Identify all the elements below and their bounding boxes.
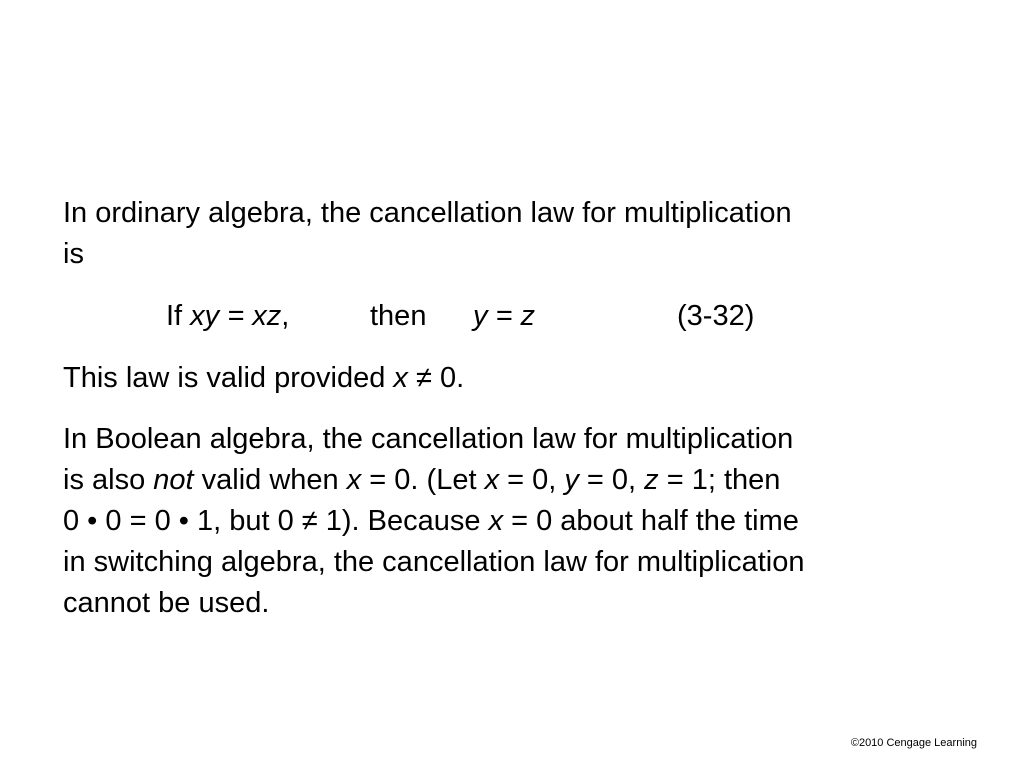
boolean-text-segment: is also xyxy=(63,464,154,496)
paragraph-validity-line xyxy=(63,358,963,399)
validity-condition: ≠ 0. xyxy=(407,362,465,394)
paragraph-boolean-line-1: In Boolean algebra, the cancellation law for multiplication xyxy=(63,423,794,455)
paragraph-intro-line-2: is xyxy=(63,238,84,270)
paragraph-boolean-line-3 xyxy=(63,501,963,542)
boolean-text-segment: = 1; then xyxy=(658,464,781,496)
equation-3-32 xyxy=(0,296,1024,337)
boolean-variable-x: x xyxy=(346,464,362,496)
equation-if-word: If xyxy=(166,300,191,332)
boolean-text-segment: = 0, xyxy=(499,464,565,496)
equation-lhs-expression: xy = xz xyxy=(190,300,282,332)
boolean-variable-x: x xyxy=(484,464,500,496)
boolean-variable-x: x xyxy=(488,505,504,537)
paragraph-intro-line-1: In ordinary algebra, the cancellation law for multiplication xyxy=(63,197,792,229)
paragraph-boolean xyxy=(63,419,963,624)
boolean-not-emphasis: not xyxy=(153,464,194,496)
equation-lhs xyxy=(166,296,289,337)
boolean-variable-y: y xyxy=(564,464,579,496)
equation-comma: , xyxy=(281,300,290,332)
boolean-text-segment: valid when xyxy=(193,464,347,496)
paragraph-validity xyxy=(63,358,963,399)
boolean-text-segment: 0 • 0 = 0 • 1, but 0 ≠ 1). Because xyxy=(63,505,489,537)
boolean-text-segment: = 0, xyxy=(578,464,645,496)
validity-variable-x: x xyxy=(393,362,408,394)
paragraph-intro xyxy=(63,193,963,275)
boolean-text-segment: = 0. (Let xyxy=(361,464,485,496)
paragraph-boolean-line-4: in switching algebra, the cancellation law for multiplication xyxy=(63,546,805,578)
boolean-variable-z: z xyxy=(644,464,659,496)
boolean-text-segment: = 0 about half the time xyxy=(503,505,799,537)
paragraph-boolean-line-2 xyxy=(63,460,963,501)
validity-text: This law is valid provided xyxy=(63,362,394,394)
equation-then-word: then xyxy=(370,300,427,332)
copyright-footer: ©2010 Cengage Learning xyxy=(850,737,977,749)
equation-rhs-expression: y = z xyxy=(473,300,536,332)
equation-number: (3-32) xyxy=(677,300,755,332)
paragraph-boolean-line-5: cannot be used. xyxy=(63,587,270,619)
